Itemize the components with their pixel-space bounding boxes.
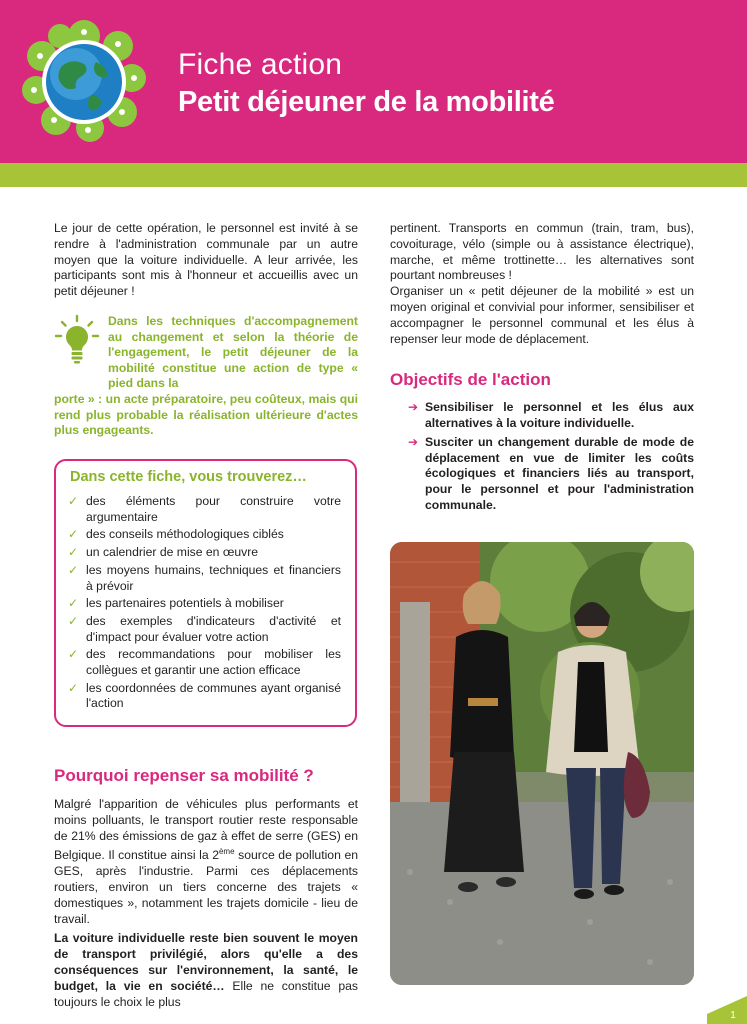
checkmark-icon: ✓ [68,562,79,577]
list-item: ✓ les coordonnées de communes ayant organisé l'action [68,680,341,711]
tip-callout [54,314,358,438]
tip-text-lead: Dans les techniques d'accompagnement au changement et selon la théorie de l'engagement, le petit déjeuner de la mobilité constitue une action de type « pied dans la [108,314,358,391]
section-heading-mobility: Pourquoi repenser sa mobilité ? [54,766,314,785]
page-number-tab [707,988,747,1024]
checkmark-icon: ✓ [68,647,79,662]
right-paragraph-2: Organiser un « petit déjeuner de la mobilité » est un moyen original et convivial pour informer, sensibiliser et accompagner le personnel communal et les élus à repenser leur mode de déplacement. [390,284,694,346]
checkmark-icon: ✓ [68,596,79,611]
list-item: ✓ des éléments pour construire votre argumentaire [68,494,341,524]
right-column-text [390,221,694,347]
contents-list [68,494,341,712]
contents-box-title: Dans cette fiche, vous trouverez… [70,469,307,485]
list-item: ✓ des exemples d'indicateurs d'activité et d'impact pour évaluer votre action [68,614,341,644]
mobility-paragraph-2: La voiture individuelle reste bien souvent le moyen de transport privilégié, alors qu'elle a des conséquences sur l'environnement, la santé, le budget, la vie en société… Elle ne constitue pas toujours le choix le plus [54,931,358,1009]
globe-logo-icon [20,18,148,146]
list-item: ✓ des recommandations pour mobiliser les collègues et garantir une action efficace [68,647,341,678]
checkmark-icon: ✓ [68,614,79,629]
checkmark-icon: ✓ [68,680,79,695]
intro-paragraph: Le jour de cette opération, le personnel est invité à se rendre à l'administration communale par un autre moyen que la voiture individuelle. A leur arrivée, les participants sont mis à l'honneur et accueillis avec un petit déjeuner ! [54,221,358,299]
checkmark-icon: ✓ [68,545,79,560]
checkmark-icon: ✓ [68,494,79,508]
mobility-paragraph-1: Malgré l'apparition de véhicules plus performants et moins polluants, le transport routier reste responsable de 21% des émissions de gaz à effet de serre (GES) en Belgique. Il constitue ainsi la 2ème source de pollution en GES, après l'industrie. Parmi ces déplacements routiers, environ un tiers concerne des trajets « domestiques », notamment les trajets domicile - lieu de travail. [54,797,358,926]
list-item: ✓ un calendrier de mise en œuvre [68,545,259,560]
page-number: 1 [730,1010,736,1021]
arrow-right-icon: ➔ [408,435,419,450]
arrow-right-icon: ➔ [408,400,419,414]
page-supertitle: Fiche action [178,48,343,81]
mobility-body [54,797,358,1014]
page-title: Petit déjeuner de la mobilité [178,86,555,118]
list-item: ➔ Sensibiliser le personnel et les élus aux alternatives à la voiture individuelle. [408,400,694,430]
list-item: ➔ Susciter un changement durable de mode de déplacement en vue de limiter les coûts écologiques et financiers liés au transport, pour le personnel et pour l'administration communale. [408,435,694,512]
contents-box [54,459,357,727]
lightbulb-icon [54,314,100,364]
list-item: ✓ des conseils méthodologiques ciblés [68,527,284,542]
objectives-list [408,400,694,517]
two-women-walking-photo [390,542,694,985]
list-item: ✓ les partenaires potentiels à mobiliser [68,596,284,611]
right-paragraph-1: pertinent. Transports en commun (train, tram, bus), covoiturage, vélo (simple ou à assistance électrique), marche, et même trottinette… les alternatives sont pourtant nombreuses ! [390,221,694,283]
checkmark-icon: ✓ [68,527,79,542]
list-item: ✓ les moyens humains, techniques et financiers à prévoir [68,562,341,593]
section-heading-objectives: Objectifs de l'action [390,370,551,389]
header-green-band [0,163,747,187]
tip-text-rest: porte » : un acte préparatoire, peu coûteux, mais qui rend plus probable la réalisation ultérieure d'actes plus engageants. [54,391,358,438]
